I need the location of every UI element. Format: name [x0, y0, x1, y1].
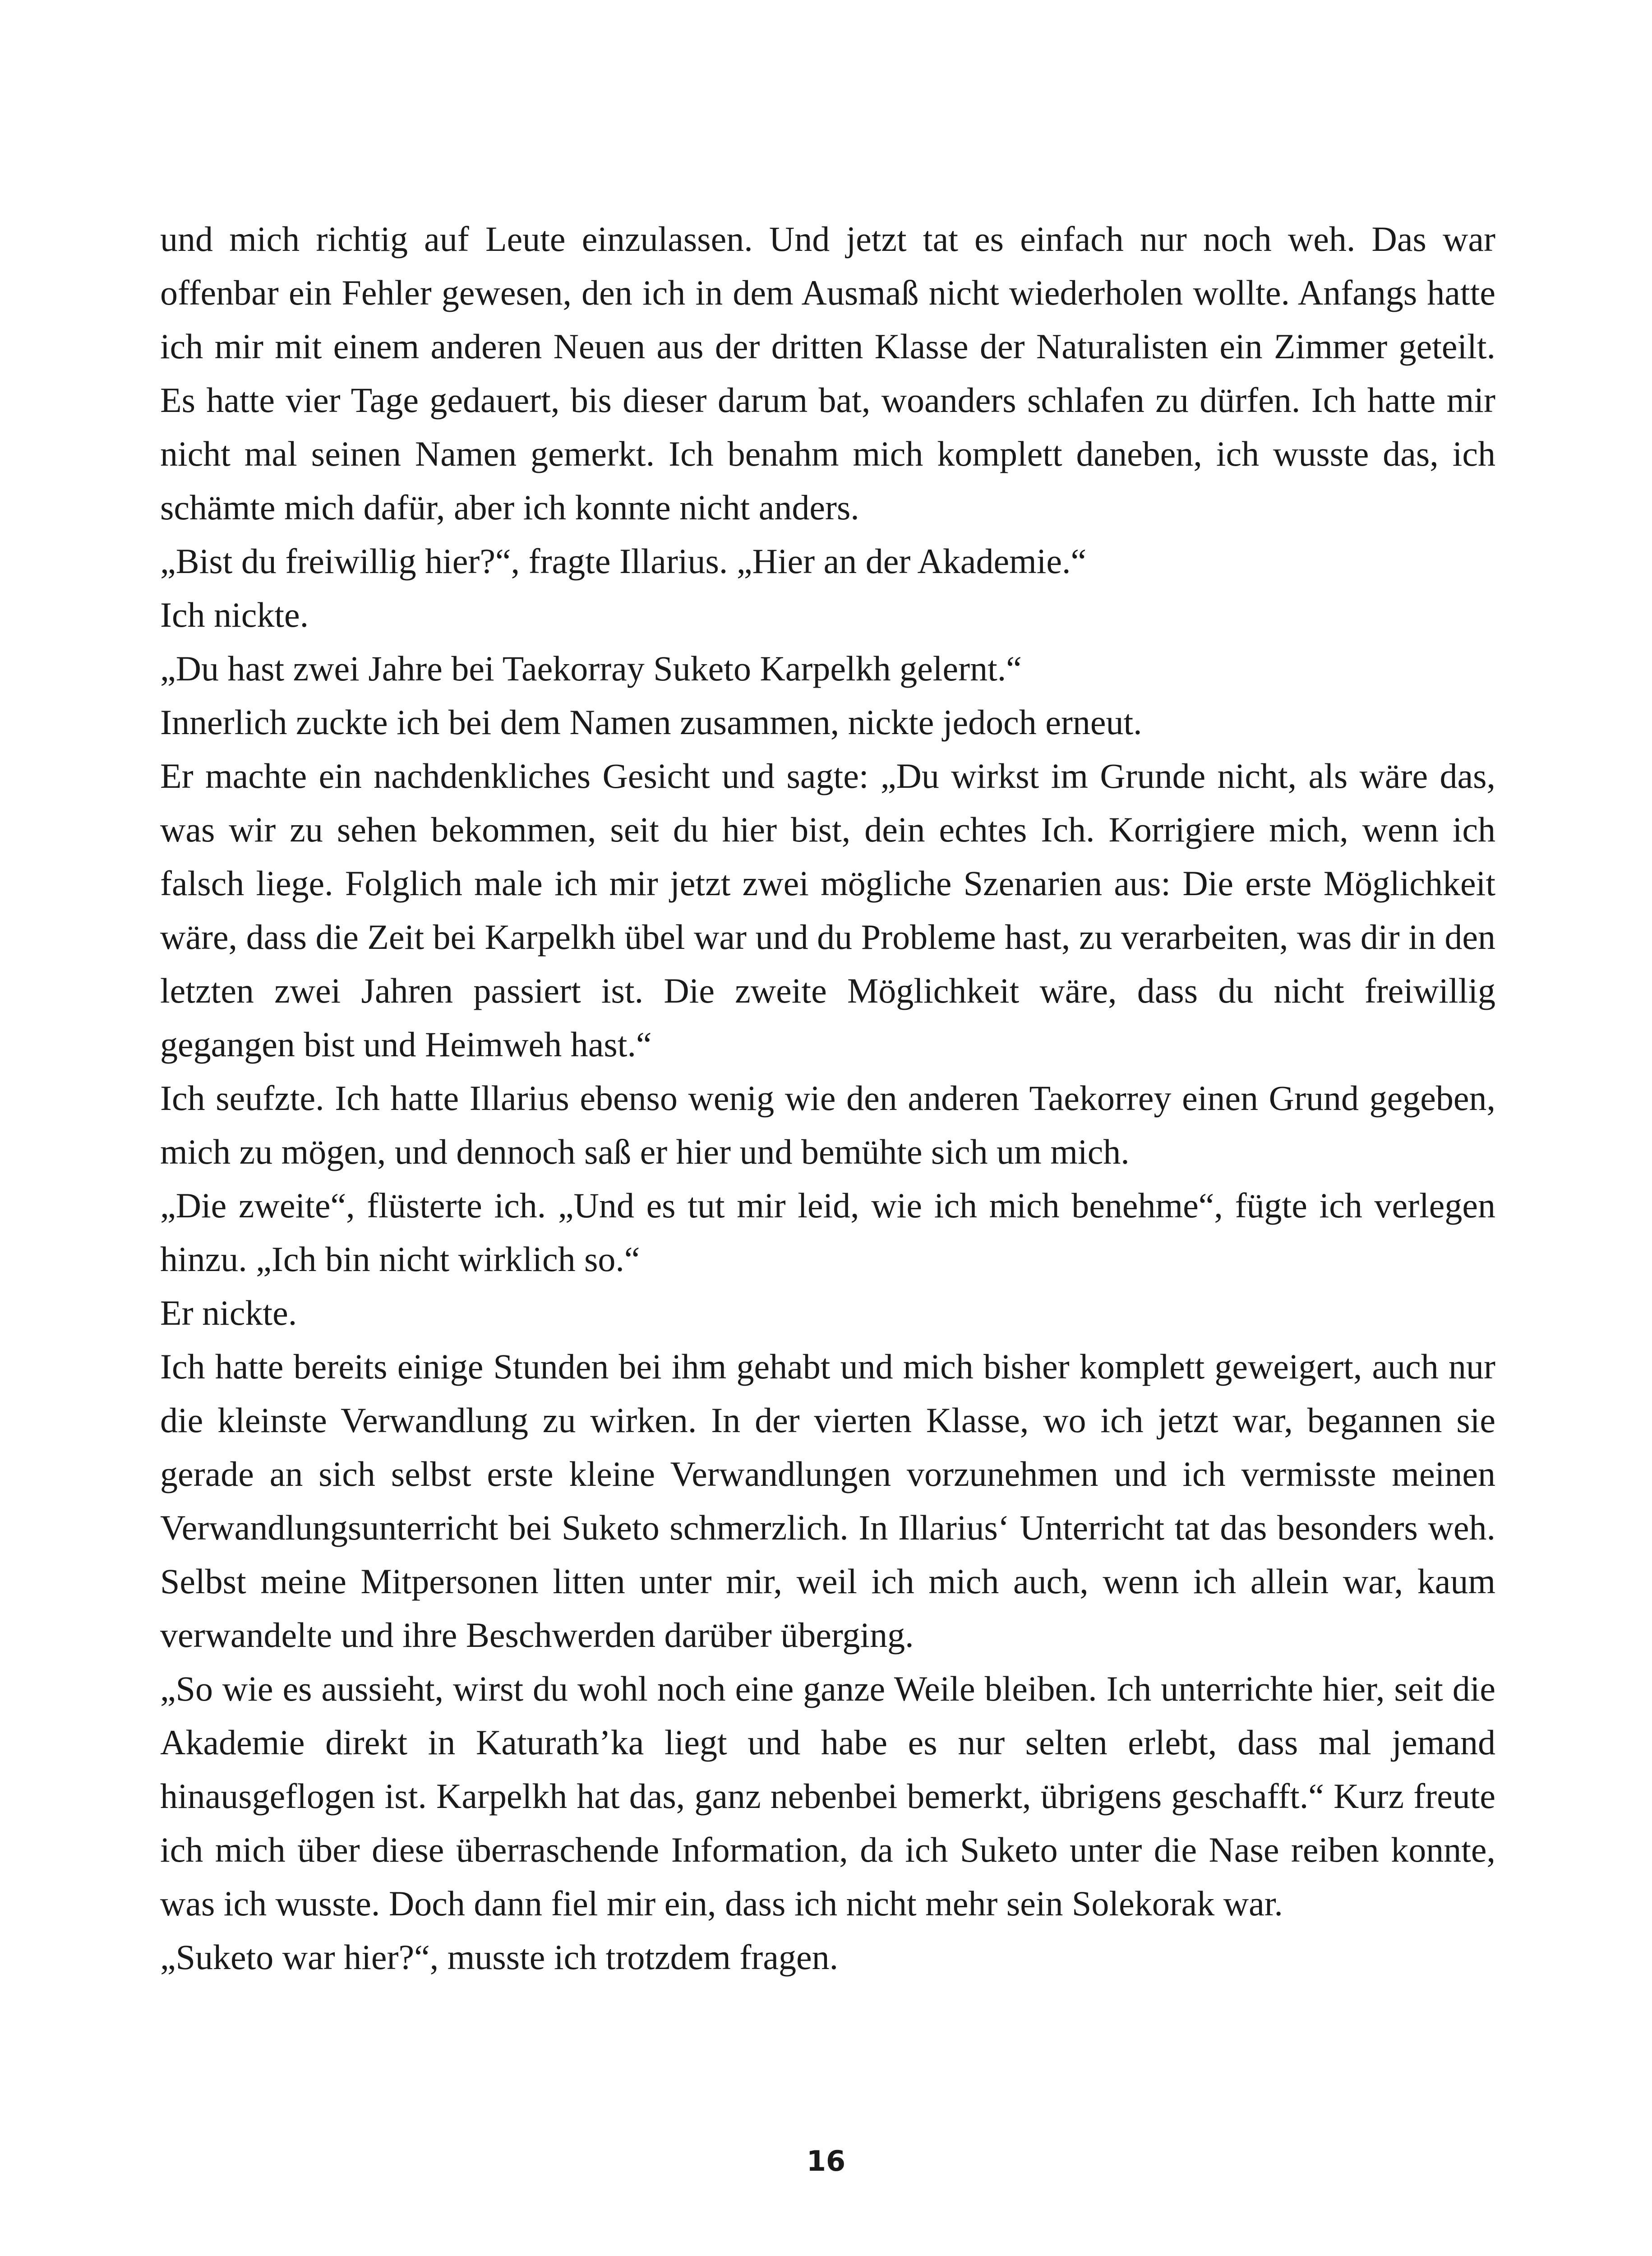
paragraph: „Die zweite“, flüsterte ich. „Und es tut mir leid, wie ich mich benehme“, fügte ich verlegen hinzu. „Ich bin nicht wirklich so.“: [160, 1186, 1495, 1279]
paragraph: Ich seufzte. Ich hatte Illarius ebenso wenig wie den anderen Taekorrey einen Grund gegeben, mich zu mögen, und dennoch saß er hier und bemühte sich um mich.: [160, 1078, 1495, 1171]
paragraph: „Suketo war hier?“, musste ich trotzdem fragen.: [160, 1937, 839, 1977]
page-number: 16: [806, 2145, 846, 2177]
paragraph: Innerlich zuckte ich bei dem Namen zusammen, nickte jedoch erneut.: [160, 703, 1142, 742]
paragraph: Er nickte.: [160, 1293, 297, 1332]
paragraph: und mich richtig auf Leute einzulassen. Und jetzt tat es einfach nur noch weh. Das war offenbar ein Fehler gewesen, den ich in dem Ausmaß nicht wiederholen wollte. Anfangs hatte ich mir mit einem anderen Neuen aus der dritten Klasse der Naturalisten ein Zimmer geteilt. Es hatte vier Tage gedauert, bis dieser darum bat, woanders schlafen zu dürfen. Ich hatte mir nicht mal seinen Namen gemerkt. Ich benahm mich komplett daneben, ich wusste das, ich schämte mich dafür, aber ich konnte nicht anders.: [160, 219, 1495, 527]
paragraph: „So wie es aussieht, wirst du wohl noch eine ganze Weile bleiben. Ich unterrichte hier, seit die Akademie direkt in Katurath’ka liegt und habe es nur selten erlebt, dass mal jemand hinausgeflogen ist. Karpelkh hat das, ganz nebenbei bemerkt, übrigens geschafft.“ Kurz freute ich mich über diese überraschende Information, da ich Suketo unter die Nase reiben konnte, was ich wusste. Doch dann fiel mir ein, dass ich nicht mehr sein Solekorak war.: [160, 1669, 1495, 1923]
body-text: [160, 212, 1495, 1984]
paragraph: „Bist du freiwillig hier?“, fragte Illarius. „Hier an der Akademie.“: [160, 541, 1087, 581]
paragraph: Ich hatte bereits einige Stunden bei ihm gehabt und mich bisher komplett geweigert, auch nur die kleinste Verwandlung zu wirken. In der vierten Klasse, wo ich jetzt war, begannen sie gerade an sich selbst erste kleine Verwandlungen vorzunehmen und ich vermisste meinen Verwandlungsunterricht bei Suketo schmerzlich. In Illarius‘ Unterricht tat das besonders weh. Selbst meine Mitpersonen litten unter mir, weil ich mich auch, wenn ich allein war, kaum verwandelte und ihre Beschwerden darüber überging.: [160, 1347, 1495, 1655]
paragraph: Er machte ein nachdenkliches Gesicht und sagte: „Du wirkst im Grunde nicht, als wäre das, was wir zu sehen bekommen, seit du hier bist, dein echtes Ich. Korrigiere mich, wenn ich falsch liege. Folglich male ich mir jetzt zwei mögliche Szenarien aus: Die erste Möglichkeit wäre, dass die Zeit bei Karpelkh übel war und du Probleme hast, zu verarbeiten, was dir in den letzten zwei Jahren passiert ist. Die zweite Möglichkeit wäre, dass du nicht freiwillig gegangen bist und Heimweh hast.“: [160, 756, 1495, 1064]
paragraph: „Du hast zwei Jahre bei Taekorray Suketo Karpelkh gelernt.“: [160, 649, 1022, 688]
paragraph: Ich nickte.: [160, 595, 309, 634]
